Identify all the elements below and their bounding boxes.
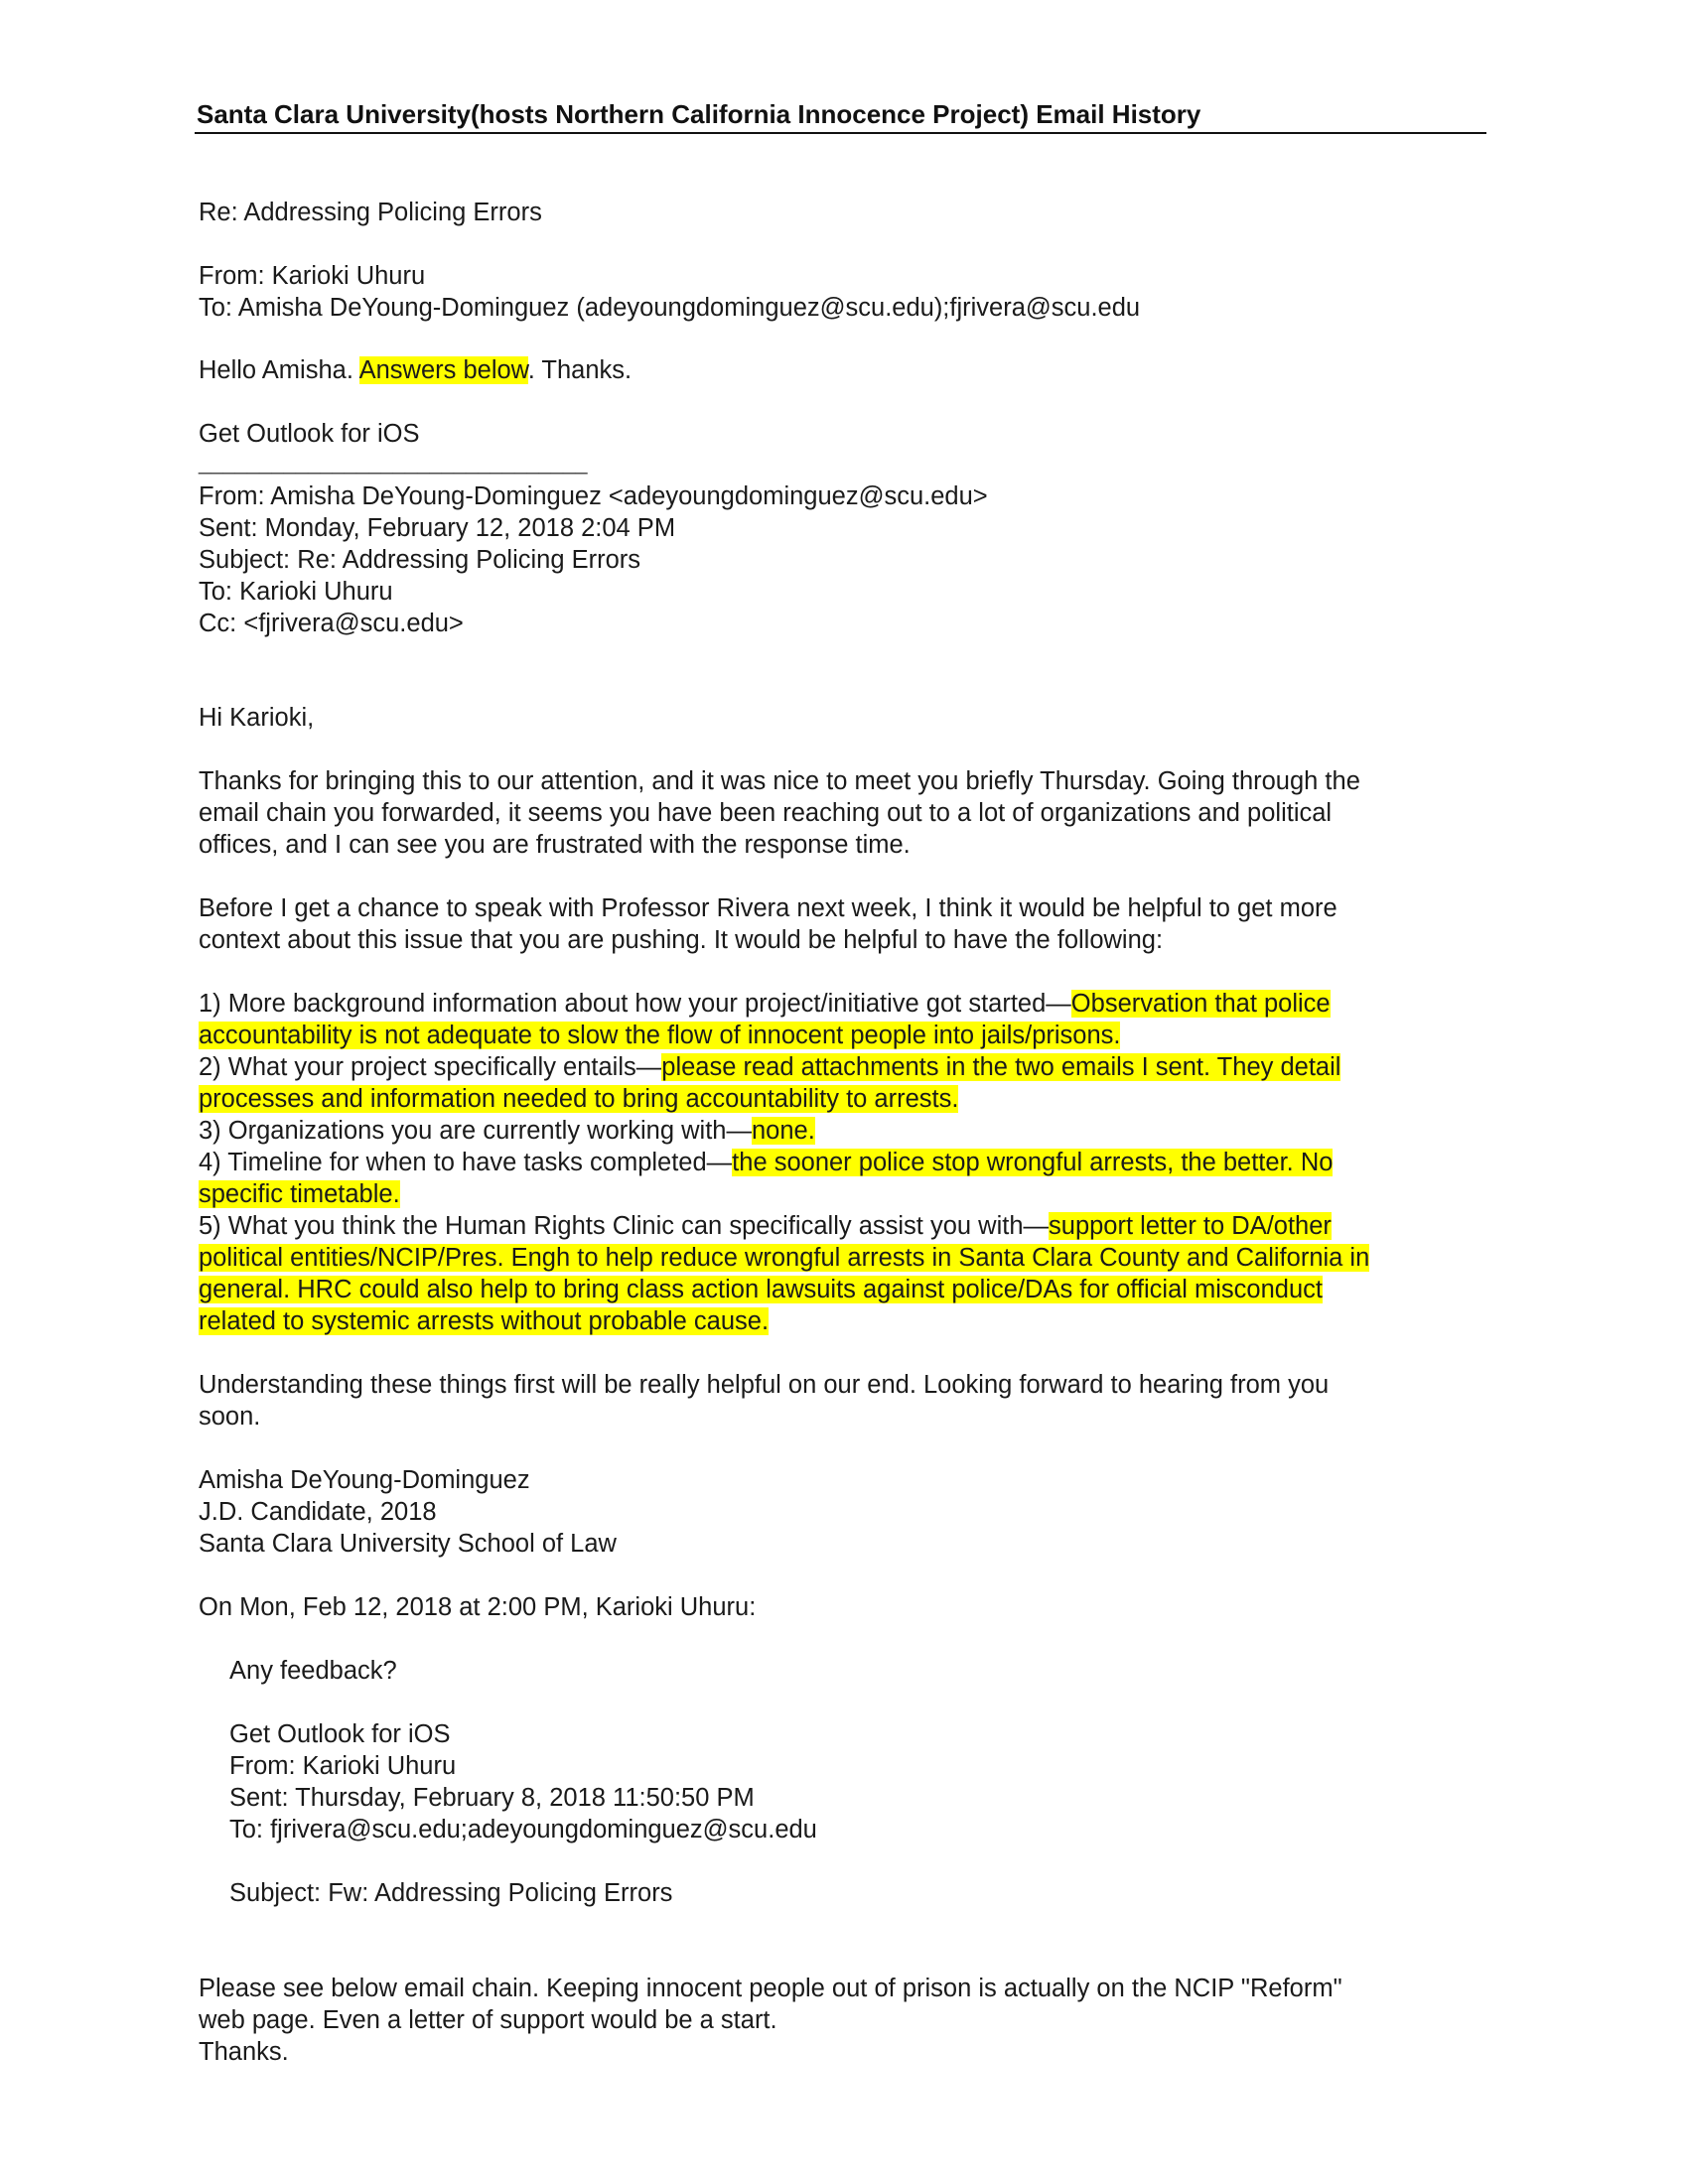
forward-line: Please see below email chain. Keeping innocent people out of prison is actually on the NCIP "Reform" — [199, 1975, 1342, 2002]
item-answer: general. HRC could also help to bring class action lawsuits against police/DAs for official misconduct — [199, 1276, 1323, 1303]
list-item — [199, 988, 1489, 1020]
signature-name: Amisha DeYoung-Dominguez — [199, 1466, 530, 1494]
list-item-cont — [199, 1178, 1489, 1210]
forward-line: web page. Even a letter of support would be a start. — [199, 2006, 777, 2034]
list-item — [199, 1147, 1489, 1178]
item-question: 4) Timeline for when to have tasks completed— — [199, 1149, 733, 1176]
forward-line: Thanks. — [199, 2038, 289, 2066]
reply-from: From: Karioki Uhuru — [199, 262, 426, 290]
list-item-cont — [199, 1305, 1489, 1337]
item-question: 3) Organizations you are currently working with— — [199, 1117, 752, 1145]
para1-line: offices, and I can see you are frustrated with the response time. — [199, 831, 911, 859]
earlier-subject: Subject: Fw: Addressing Policing Errors — [229, 1879, 673, 1907]
closing-line: Understanding these things first will be really helpful on our end. Looking forward to hearing from you — [199, 1371, 1330, 1399]
list-item — [199, 1210, 1489, 1242]
item-answer: political entities/NCIP/Pres. Engh to help reduce wrongful arrests in Santa Clara County and California in — [199, 1244, 1370, 1272]
greeting-end: . Thanks. — [527, 356, 633, 384]
outlook-signature: Get Outlook for iOS — [199, 420, 420, 448]
quoted-sent: Sent: Monday, February 12, 2018 2:04 PM — [199, 514, 676, 542]
earlier-outlook: Get Outlook for iOS — [229, 1720, 451, 1748]
quoted-cc: Cc: <fjrivera@scu.edu> — [199, 610, 464, 637]
list-item — [199, 1115, 1489, 1147]
reply-greeting — [199, 354, 1489, 386]
earlier-to: To: fjrivera@scu.edu;adeyoungdominguez@scu.edu — [229, 1816, 817, 1843]
reply-subject: Re: Addressing Policing Errors — [199, 199, 542, 226]
para1-line: email chain you forwarded, it seems you have been reaching out to a lot of organizations and political — [199, 799, 1333, 827]
item-answer: none. — [751, 1117, 815, 1145]
item-answer: processes and information needed to bring accountability to arrests. — [199, 1085, 959, 1113]
item-answer: related to systemic arrests without probable cause. — [199, 1307, 770, 1335]
earlier-sent: Sent: Thursday, February 8, 2018 11:50:50 PM — [229, 1784, 755, 1812]
item-question: 5) What you think the Human Rights Clinic can specifically assist you with— — [199, 1212, 1050, 1240]
greeting-text: Hello Amisha. — [199, 356, 359, 384]
salutation: Hi Karioki, — [199, 704, 315, 732]
highlighted-text: Answers below — [358, 356, 528, 384]
reply-to: To: Amisha DeYoung-Dominguez (adeyoungdominguez@scu.edu);fjrivera@scu.edu — [199, 294, 1141, 322]
quoted-from: From: Amisha DeYoung-Dominguez <adeyoungdominguez@scu.edu> — [199, 482, 988, 510]
closing-line: soon. — [199, 1403, 261, 1431]
title-underline — [195, 132, 1486, 134]
item-answer: please read attachments in the two emails I sent. They detail — [661, 1053, 1341, 1081]
quoted-to: To: Karioki Uhuru — [199, 578, 393, 606]
item-question: 2) What your project specifically entails— — [199, 1053, 662, 1081]
list-item — [199, 1051, 1489, 1083]
quoted-subject: Subject: Re: Addressing Policing Errors — [199, 546, 641, 574]
item-answer: the sooner police stop wrongful arrests, the better. No — [732, 1149, 1334, 1176]
item-answer: support letter to DA/other — [1049, 1212, 1332, 1240]
para1-line: Thanks for bringing this to our attention, and it was nice to meet you briefly Thursday. Going through the — [199, 767, 1360, 795]
page-title: Santa Clara University(hosts Northern California Innocence Project) Email History — [197, 99, 1201, 129]
earlier-from: From: Karioki Uhuru — [229, 1752, 457, 1780]
list-item-cont — [199, 1242, 1489, 1274]
list-item-cont — [199, 1020, 1489, 1051]
separator-line: ________________________________ — [199, 450, 588, 475]
earlier-feedback: Any feedback? — [229, 1657, 397, 1685]
signature-title: J.D. Candidate, 2018 — [199, 1498, 437, 1526]
earlier-attribution: On Mon, Feb 12, 2018 at 2:00 PM, Karioki Uhuru: — [199, 1593, 757, 1621]
list-item-cont — [199, 1274, 1489, 1305]
signature-school: Santa Clara University School of Law — [199, 1530, 617, 1558]
item-question: 1) More background information about how your project/initiative got started— — [199, 990, 1071, 1018]
item-answer: Observation that police — [1070, 990, 1331, 1018]
item-answer: accountability is not adequate to slow the flow of innocent people into jails/prisons. — [199, 1022, 1121, 1049]
para2-line: Before I get a chance to speak with Professor Rivera next week, I think it would be helpful to get more — [199, 894, 1337, 922]
para2-line: context about this issue that you are pushing. It would be helpful to have the following: — [199, 926, 1164, 954]
list-item-cont — [199, 1083, 1489, 1115]
item-answer: specific timetable. — [199, 1180, 400, 1208]
